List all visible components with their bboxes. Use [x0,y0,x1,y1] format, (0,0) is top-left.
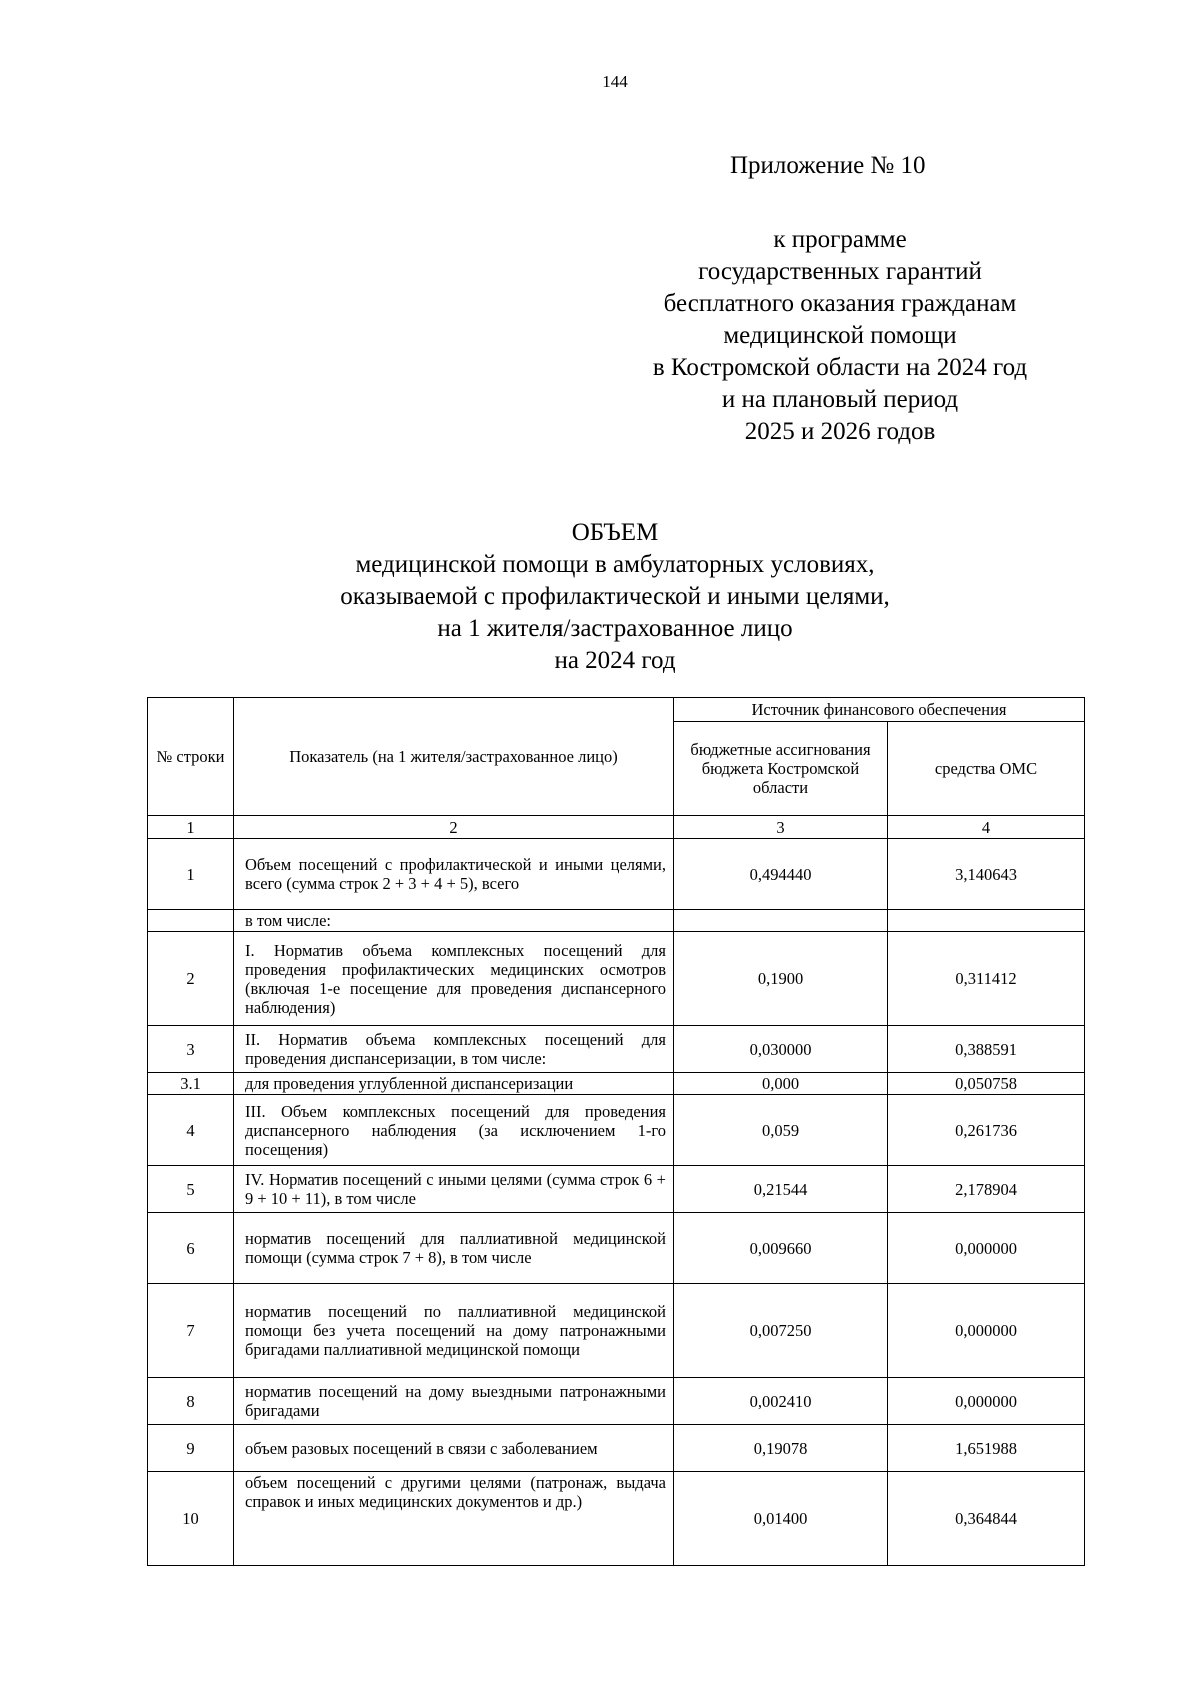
heading-line: медицинской помощи в амбулаторных условиях, [355,551,875,578]
table-row [148,1284,1085,1378]
row-indicator: в том числе: [234,910,674,932]
column-number: 1 [148,816,234,839]
row-oms-value: 0,388591 [888,1026,1085,1073]
header-funding-source: Источник финансового обеспечения [674,698,1085,722]
table-row [148,1166,1085,1213]
row-number: 7 [148,1284,234,1378]
heading-line: оказываемой с профилактической и иными целями, [340,583,890,610]
row-oms-value: 0,261736 [888,1095,1085,1166]
appendix-subtitle-line: медицинской помощи [723,322,957,349]
row-indicator: объем разовых посещений в связи с заболеванием [234,1425,674,1472]
row-budget-value: 0,000 [674,1073,888,1095]
heading-line: на 1 жителя/застрахованное лицо [437,615,793,642]
column-number-row [148,816,1085,839]
row-indicator: III. Объем комплексных посещений для проведения диспансерного наблюдения (за исключением 1-го посещения) [234,1095,674,1166]
header-budget: бюджетные ассигнования бюджета Костромской области [674,722,888,816]
appendix-subtitle-line: 2025 и 2026 годов [744,418,936,445]
column-number: 3 [674,816,888,839]
row-number: 2 [148,932,234,1026]
row-budget-value: 0,059 [674,1095,888,1166]
row-number: 6 [148,1213,234,1284]
table-row [148,1472,1085,1566]
row-number: 9 [148,1425,234,1472]
row-budget-value: 0,030000 [674,1026,888,1073]
row-oms-value: 0,364844 [888,1472,1085,1566]
column-number: 2 [234,816,674,839]
row-oms-value: 0,000000 [888,1284,1085,1378]
row-budget-value: 0,007250 [674,1284,888,1378]
row-budget-value: 0,19078 [674,1425,888,1472]
row-budget-value: 0,009660 [674,1213,888,1284]
column-number: 4 [888,816,1085,839]
table-row [148,932,1085,1026]
row-indicator: норматив посещений для паллиативной медицинской помощи (сумма строк 7 + 8), в том числе [234,1213,674,1284]
page-number: 144 [602,72,628,91]
heading-title: ОБЪЕМ [571,519,659,546]
table-row [148,1073,1085,1095]
row-budget-value [674,910,888,932]
row-budget-value: 0,1900 [674,932,888,1026]
appendix-subtitle-line: бесплатного оказания гражданам [663,290,1017,317]
row-indicator: норматив посещений на дому выездными патронажными бригадами [234,1378,674,1425]
heading-line: на 2024 год [554,647,676,674]
row-oms-value: 0,311412 [888,932,1085,1026]
row-indicator: норматив посещений по паллиативной медицинской помощи без учета посещений на дому патронажными бригадами паллиативной медицинской помощи [234,1284,674,1378]
row-indicator: объем посещений с другими целями (патронаж, выдача справок и иных медицинских документов и др.) [234,1472,674,1566]
row-indicator: для проведения углубленной диспансеризации [234,1073,674,1095]
row-oms-value: 3,140643 [888,839,1085,910]
document-heading [150,517,1080,677]
row-indicator: IV. Норматив посещений с иными целями (сумма строк 6 + 9 + 10 + 11), в том числе [234,1166,674,1213]
row-number: 4 [148,1095,234,1166]
appendix-subtitle-line: государственных гарантий [698,258,982,285]
header-indicator: Показатель (на 1 жителя/застрахованное лицо) [234,698,674,816]
row-number: 8 [148,1378,234,1425]
appendix-subtitle-line: к программе [773,226,907,253]
row-oms-value: 2,178904 [888,1166,1085,1213]
row-oms-value: 0,050758 [888,1073,1085,1095]
row-oms-value: 0,000000 [888,1378,1085,1425]
row-number: 3.1 [148,1073,234,1095]
row-indicator: Объем посещений с профилактической и иными целями, всего (сумма строк 2 + 3 + 4 + 5), всего [234,839,674,910]
table-row [148,1425,1085,1472]
row-oms-value: 1,651988 [888,1425,1085,1472]
row-budget-value: 0,01400 [674,1472,888,1566]
row-oms-value [888,910,1085,932]
table-row [148,1095,1085,1166]
table-row [148,839,1085,910]
appendix-subtitle-line: в Костромской области на 2024 год [652,354,1028,381]
table-row [148,1213,1085,1284]
volume-table [147,697,1085,1566]
row-budget-value: 0,21544 [674,1166,888,1213]
appendix-subtitle [610,224,1070,448]
row-oms-value: 0,000000 [888,1213,1085,1284]
row-number: 1 [148,839,234,910]
appendix-title: Приложение № 10 [730,152,926,179]
row-indicator: II. Норматив объема комплексных посещений для проведения диспансеризации, в том числе: [234,1026,674,1073]
table-row [148,1378,1085,1425]
row-number [148,910,234,932]
row-number: 5 [148,1166,234,1213]
table-row [148,1026,1085,1073]
header-row-number: № строки [148,698,234,816]
row-indicator: I. Норматив объема комплексных посещений для проведения профилактических медицинских осмотров (включая 1-е посещение для проведения диспансерного наблюдения) [234,932,674,1026]
row-budget-value: 0,002410 [674,1378,888,1425]
appendix-subtitle-line: и на плановый период [721,386,959,413]
table-row [148,910,1085,932]
row-number: 3 [148,1026,234,1073]
row-budget-value: 0,494440 [674,839,888,910]
row-number: 10 [148,1472,234,1566]
header-oms: средства ОМС [888,722,1085,816]
